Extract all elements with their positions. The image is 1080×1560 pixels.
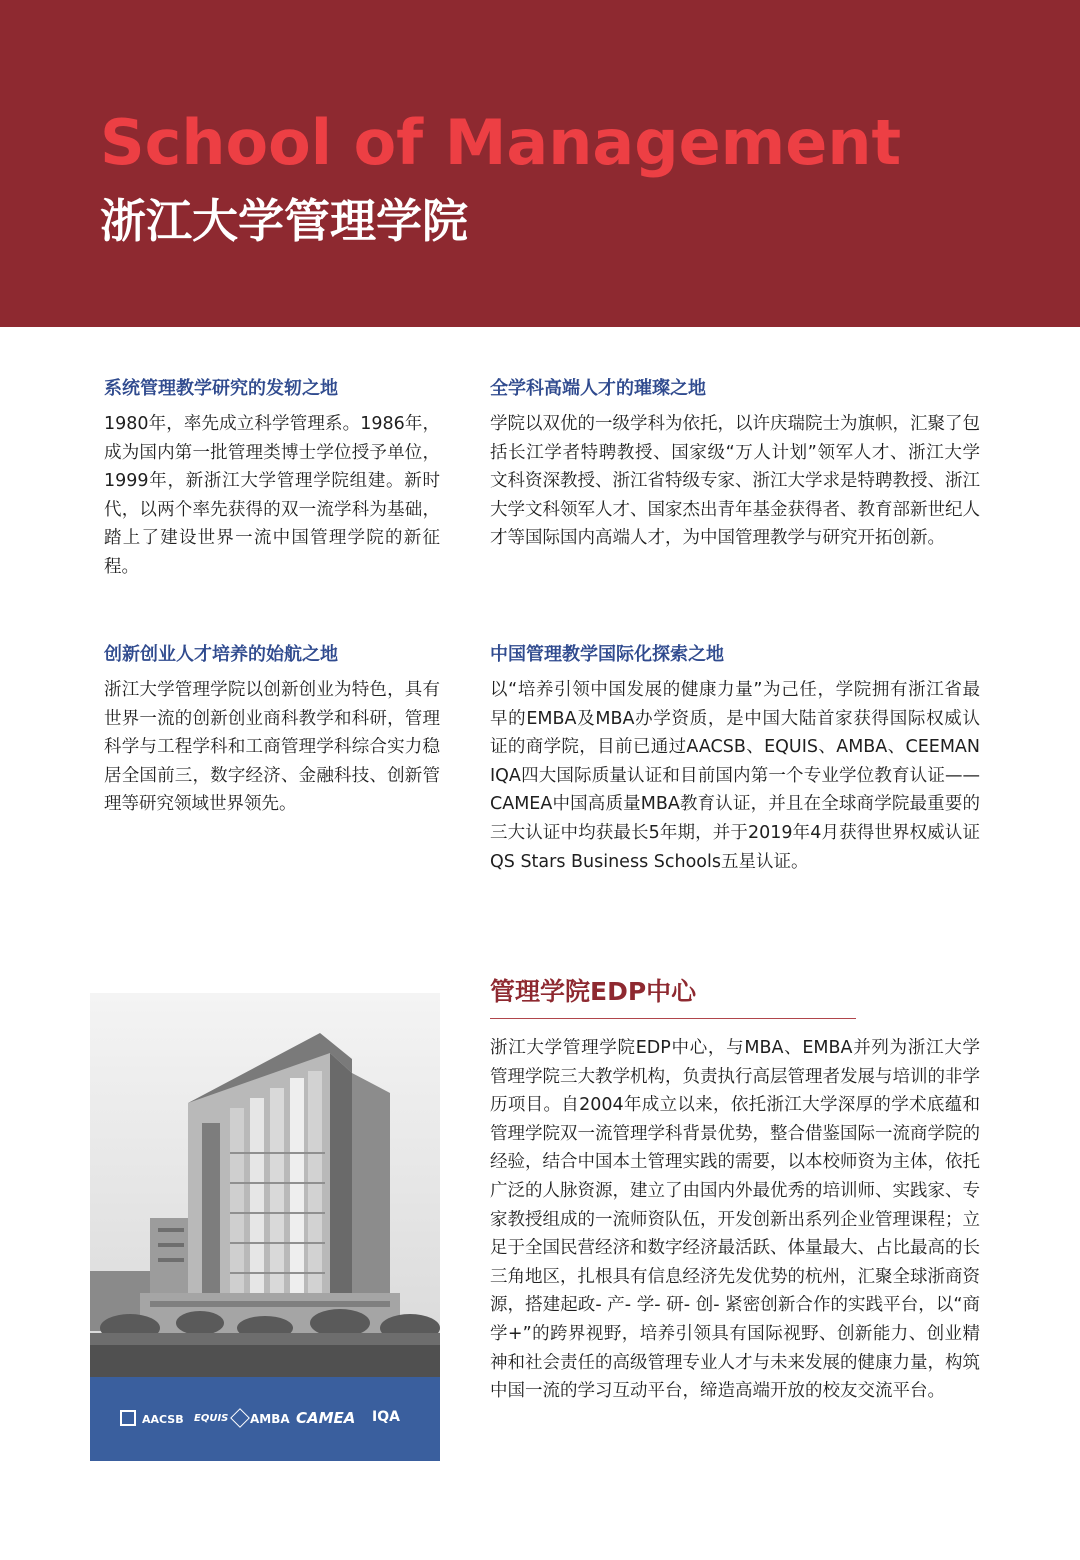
iqa-logo: IQA [372,1409,400,1425]
aacsb-logo-icon [120,1410,136,1426]
amba-logo: AMBA [250,1412,290,1426]
section-title-innovation: 创新创业人才培养的始航之地 [104,644,338,665]
section-body-talent: 学院以双优的一级学科为依托，以许庆瑞院士为旗帜，汇聚了包括长江学者特聘教授、国家级“万人计划”领军人才、浙江大学文科资深教授、浙江省特级专家、浙江大学求是特聘教授、浙江大学文科领军人才、国家杰出青年基金获得者、教育部新世纪人才等国际国内高端人才，为中国管理教学与研究开拓创新。 [490,414,980,549]
section-title-international: 中国管理教学国际化探索之地 [490,644,724,665]
title-english: School of Management [100,106,902,179]
header-banner [0,0,1080,327]
amba-diamond-icon [230,1408,250,1428]
building-illustration [90,993,440,1377]
equis-logo: EQUIS [194,1413,229,1424]
edp-title-underline [490,1018,856,1019]
section-body-innovation: 浙江大学管理学院以创新创业为特色，具有世界一流的创新创业商科教学和科研，管理科学与工程学科和工商管理学科综合实力稳居全国前三，数字经济、金融科技、创新管理等研究领域世界领先。 [104,680,440,815]
building-photo [90,993,440,1377]
section-title-talent: 全学科高端人才的璀璨之地 [490,378,706,399]
section-body-international: 以“培养引领中国发展的健康力量”为己任，学院拥有浙江省最早的EMBA及MBA办学资质，是中国大陆首家获得国际权威认证的商学院，目前已通过AACSB、EQUIS、AMBA、CEEMAN IQA四大国际质量认证和目前国内第一个专业学位教育认证——CAMEA中国高质量MBA教育认证，并且在全球商学院最重要的三大认证中均获最长5年期，并于2019年4月获得世界权威认证QS Stars Business Schools五星认证。 [490,680,980,872]
aacsb-logo: AACSB [142,1413,184,1426]
camea-logo: CAMEA [296,1409,356,1427]
edp-title: 管理学院EDP中心 [490,977,697,1006]
section-title-origin: 系统管理教学研究的发轫之地 [104,378,338,399]
edp-body: 浙江大学管理学院EDP中心，与MBA、EMBA并列为浙江大学管理学院三大教学机构，负责执行高层管理者发展与培训的非学历项目。自2004年成立以来，依托浙江大学深厚的学术底蕴和管理学院双一流管理学科背景优势，整合借鉴国际一流商学院的经验，结合中国本土管理实践的需要，以本校师资为主体，依托广泛的人脉资源，建立了由国内外最优秀的培训师、实践家、专家教授组成的一流师资队伍，开发创新出系列企业管理课程；立足于全国民营经济和数字经济最活跃、体量最大、占比最高的长三角地区，扎根具有信息经济先发优势的杭州，汇聚全球浙商资源，搭建起政- 产- 学- 研- 创- 紧密创新合作的实践平台，以“商学+”的跨界视野，培养引领具有国际视野、创新能力、创业精神和社会责任的高级管理专业人才与未来发展的健康力量，构筑中国一流的学习互动平台，缔造高端开放的校友交流平台。 [490,1038,980,1402]
title-chinese: 浙江大学管理学院 [100,194,468,248]
section-body-origin: 1980年，率先成立科学管理系。1986年，成为国内第一批管理类博士学位授予单位，1999年，新浙江大学管理学院组建。新时代，以两个率先获得的双一流学科为基础，踏上了建设世界一流中国管理学院的新征程。 [104,414,440,577]
accreditation-strip [90,1377,440,1461]
